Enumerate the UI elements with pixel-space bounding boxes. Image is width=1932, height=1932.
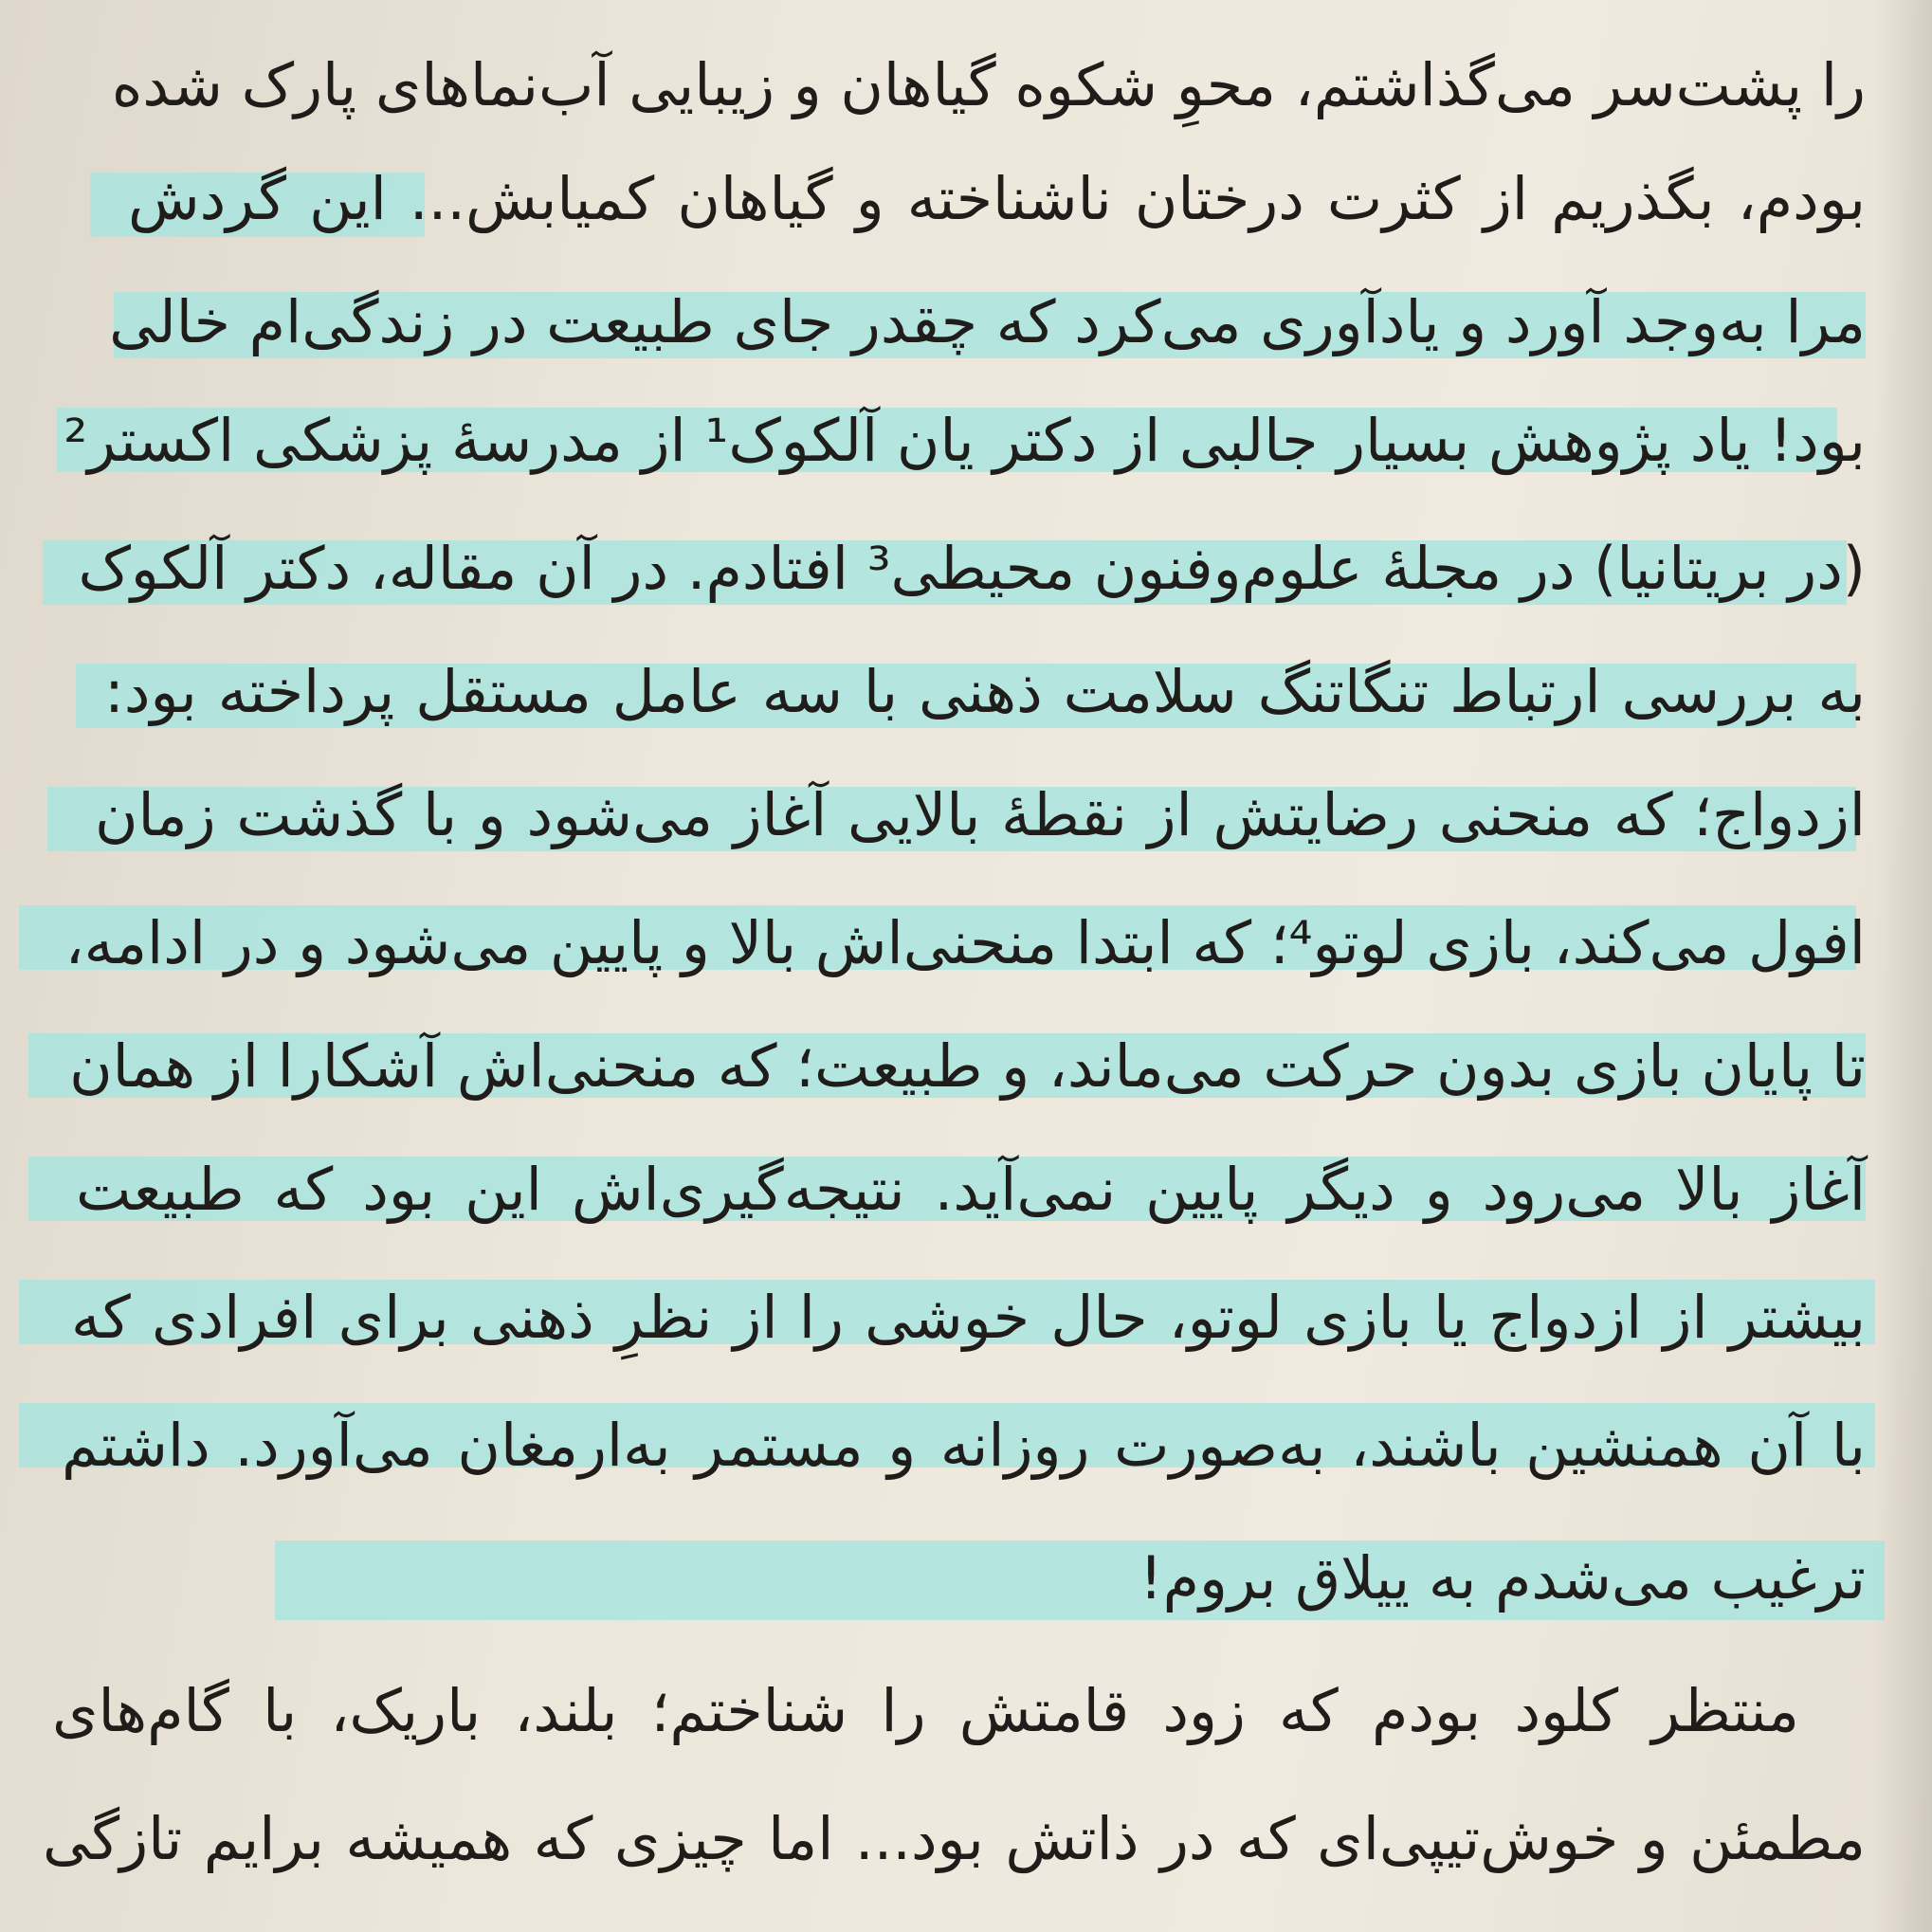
text-line: مطمئن و خوش‌تیپی‌ای که در ذاتش بود... اما چیزی که همیشه برایم تازگی: [43, 1804, 1866, 1873]
text-line: بیشتر از ازدواج یا بازی لوتو، حال خوشی را از نظرِ ذهنی برای افرادی که: [71, 1283, 1866, 1352]
text-line-last: ترغیب می‌شدم به ییلاق بروم!: [1139, 1543, 1866, 1613]
text-line: افول می‌کند، بازی لوتو⁴؛ که ابتدا منحنی‌اش بالا و پایین می‌شود و در ادامه،: [64, 908, 1866, 977]
page-edge-shadow: [1875, 0, 1932, 1932]
text-line: به بررسی ارتباط تنگاتنگ سلامت ذهنی با سه عامل مستقل پرداخته بود:: [104, 657, 1866, 726]
text-line: مرا به‌وجد آورد و یادآوری می‌کرد که چقدر جای طبیعت در زندگی‌ام خالی: [109, 287, 1866, 356]
text-line: (در بریتانیا) در مجلهٔ علوم‌وفنون محیطی³ افتادم. در آن مقاله، دکتر آلکوک: [78, 534, 1866, 603]
paragraph-start-line: منتظر کلود بودم که زود قامتش را شناختم؛ بلند، باریک، با گام‌های: [52, 1676, 1799, 1745]
text-line: را پشت‌سر می‌گذاشتم، محوِ شکوه گیاهان و زیبایی آب‌نماهای پارک شده: [111, 50, 1866, 119]
text-line: تا پایان بازی بدون حرکت می‌ماند، و طبیعت؛ که منحنی‌اش آشکارا از همان: [69, 1031, 1866, 1101]
text-line: با آن همنشین باشند، به‌صورت روزانه و مستمر به‌ارمغان می‌آورد. داشتم: [62, 1411, 1866, 1480]
text-line: ازدواج؛ که منحنی رضایتش از نقطهٔ بالایی آغاز می‌شود و با گذشت زمان: [95, 780, 1866, 849]
text-line: آغاز بالا می‌رود و دیگر پایین نمی‌آید. نتیجه‌گیری‌اش این بود که طبیعت: [76, 1155, 1866, 1224]
text-line: بود! یاد پژوهش بسیار جالبی از دکتر یان آلکوک¹ از مدرسهٔ پزشکی اکستر²: [64, 406, 1866, 475]
text-line: بودم، بگذریم از کثرت درختان ناشناخته و گیاهان کمیابش... این گردش: [128, 164, 1866, 233]
